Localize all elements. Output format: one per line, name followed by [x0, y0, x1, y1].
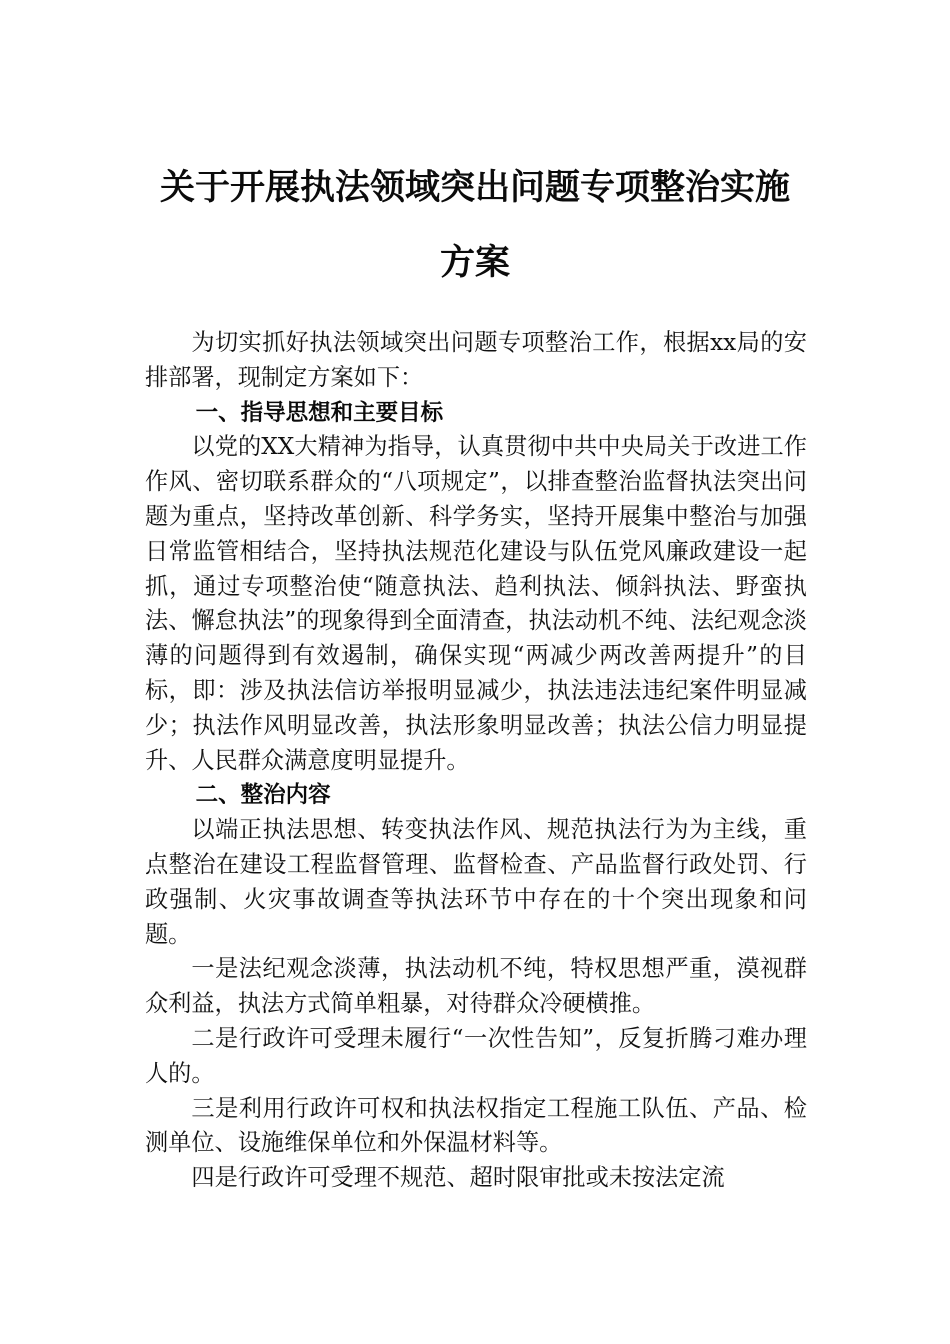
- title-line-1: 关于开展执法领域突出问题专项整治实施: [159, 167, 790, 208]
- section-2-item-2: 二是行政许可受理未履行“一次性告知”，反复折腾刁难办理人的。: [145, 1024, 807, 1087]
- section-2-item-1: 一是法纪观念淡薄，执法动机不纯，特权思想严重，漠视群众利益，执法方式简单粗暴，对待群众冷硬横推。: [145, 955, 807, 1018]
- section-heading-2: 二、整治内容: [195, 782, 331, 809]
- intro-paragraph: 为切实抓好执法领域突出问题专项整治工作，根据xx局的安排部署，现制定方案如下：: [145, 329, 807, 391]
- document-body: [145, 326, 807, 1196]
- section-2-item-4: 四是行政许可受理不规范、超时限审批或未按法定流: [191, 1164, 725, 1192]
- section-1-paragraph: 以党的XX大精神为指导，认真贯彻中共中央局关于改进工作作风、密切联系群众的“八项规定”，以排查整治监督执法突出问题为重点，坚持改革创新、科学务实，坚持开展集中整治与加强日常监管相结合，坚持执法规范化建设与队伍党风廉政建设一起抓，通过专项整治使“随意执法、趋利执法、倾斜执法、野蛮执法、懈怠执法”的现象得到全面清查，执法动机不纯、法纪观念淡薄的问题得到有效遏制，确保实现“两减少两改善两提升”的目标，即：涉及执法信访举报明显减少，执法违法违纪案件明显减少；执法作风明显改善，执法形象明显改善；执法公信力明显提升、人民群众满意度明显提升。: [145, 433, 807, 774]
- section-2-paragraph: 以端正执法思想、转变执法作风、规范执法行为为主线，重点整治在建设工程监督管理、监督检查、产品监督行政处罚、行政强制、火灾事故调查等执法环节中存在的十个突出现象和问题。: [145, 816, 807, 948]
- title-line-2: 方案: [439, 242, 510, 283]
- document-title: [120, 150, 830, 300]
- section-2-item-3: 三是利用行政许可权和执法权指定工程施工队伍、产品、检测单位、设施维保单位和外保温材料等。: [145, 1094, 807, 1157]
- section-heading-1: 一、指导思想和主要目标: [195, 399, 444, 426]
